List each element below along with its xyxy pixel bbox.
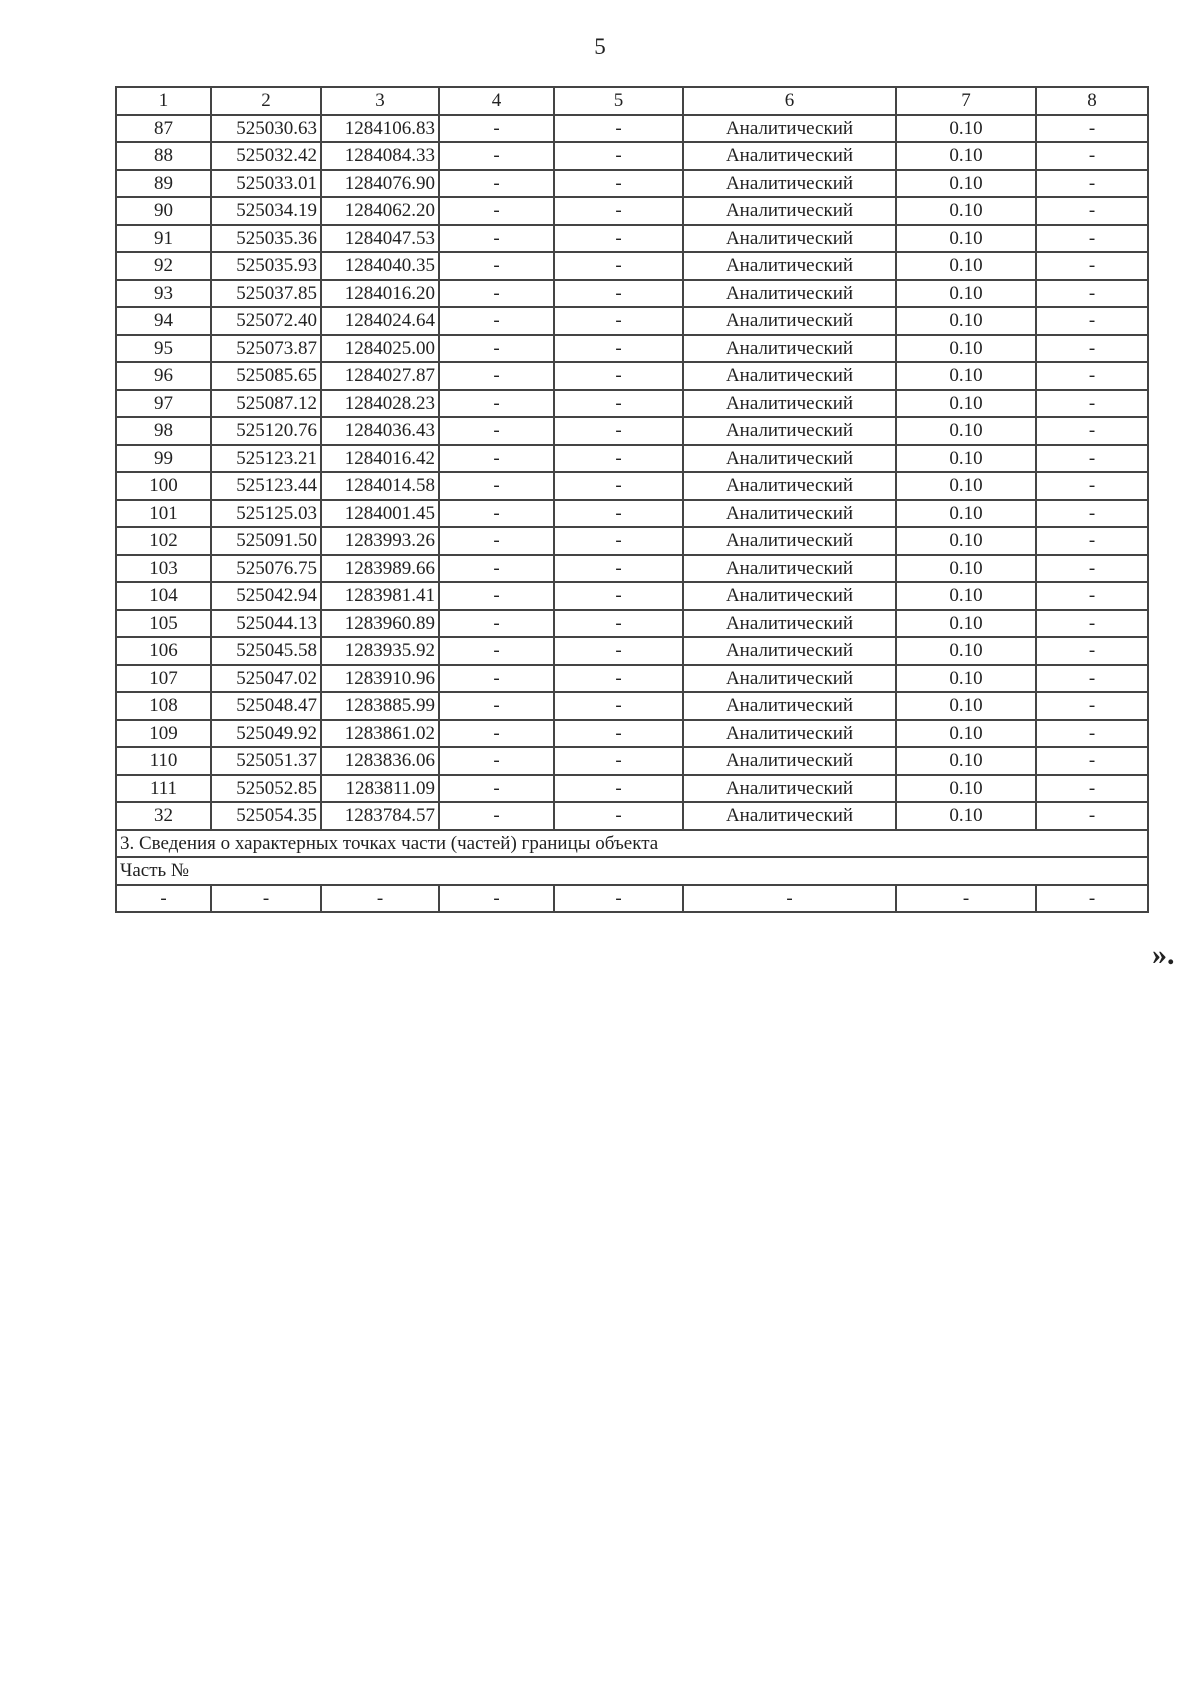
table-cell: 0.10 <box>896 170 1036 198</box>
table-cell: 98 <box>116 417 211 445</box>
table-cell: - <box>1036 637 1148 665</box>
table-cell: 0.10 <box>896 362 1036 390</box>
table-cell: 99 <box>116 445 211 473</box>
table-cell: 0.10 <box>896 225 1036 253</box>
table-cell: 0.10 <box>896 527 1036 555</box>
table-cell: 110 <box>116 747 211 775</box>
table-cell: - <box>554 582 683 610</box>
table-cell: - <box>1036 692 1148 720</box>
table-cell: 1283811.09 <box>321 775 439 803</box>
table-cell: - <box>439 582 554 610</box>
table-cell: 0.10 <box>896 142 1036 170</box>
table-cell: 1283935.92 <box>321 637 439 665</box>
table-cell: - <box>1036 225 1148 253</box>
table-cell: 95 <box>116 335 211 363</box>
table-cell: - <box>1036 582 1148 610</box>
table-cell: - <box>1036 335 1148 363</box>
table-cell: 0.10 <box>896 802 1036 830</box>
table-cell: - <box>554 692 683 720</box>
table-cell: - <box>554 142 683 170</box>
table-cell: - <box>554 115 683 143</box>
part-label: Часть № <box>116 857 1148 885</box>
table-cell: 0.10 <box>896 417 1036 445</box>
table-cell: 105 <box>116 610 211 638</box>
table-cell: Аналитический <box>683 720 896 748</box>
table-cell: 525048.47 <box>211 692 321 720</box>
table-cell: 525091.50 <box>211 527 321 555</box>
table-cell: 1284016.42 <box>321 445 439 473</box>
header-row <box>116 87 1148 115</box>
table-cell: - <box>554 885 683 913</box>
table-cell: - <box>1036 527 1148 555</box>
table-cell: 525044.13 <box>211 610 321 638</box>
table-cell: 525120.76 <box>211 417 321 445</box>
table-cell: - <box>554 197 683 225</box>
table-cell: - <box>1036 885 1148 913</box>
table-cell: - <box>439 637 554 665</box>
empty-row <box>116 885 1148 913</box>
table-cell: - <box>439 555 554 583</box>
column-header: 8 <box>1036 87 1148 115</box>
table-cell: - <box>554 527 683 555</box>
table-row <box>116 252 1148 280</box>
table-cell: 0.10 <box>896 280 1036 308</box>
table-cell: - <box>1036 390 1148 418</box>
table-cell: Аналитический <box>683 197 896 225</box>
table-row <box>116 692 1148 720</box>
table-cell: 1283989.66 <box>321 555 439 583</box>
table-cell: - <box>439 115 554 143</box>
table-cell: - <box>439 280 554 308</box>
table-cell: 0.10 <box>896 665 1036 693</box>
table-cell: Аналитический <box>683 637 896 665</box>
table-cell: - <box>1036 307 1148 335</box>
table-cell: - <box>439 802 554 830</box>
table-cell: - <box>439 885 554 913</box>
table-cell: - <box>439 500 554 528</box>
table-cell: 1284014.58 <box>321 472 439 500</box>
table-cell: - <box>1036 142 1148 170</box>
table-cell: 1284036.43 <box>321 417 439 445</box>
table-cell: - <box>554 720 683 748</box>
table-cell: - <box>554 610 683 638</box>
table-row <box>116 665 1148 693</box>
table-row <box>116 610 1148 638</box>
table-cell: 1283910.96 <box>321 665 439 693</box>
table-cell: 525034.19 <box>211 197 321 225</box>
table-row <box>116 115 1148 143</box>
table-cell: 525035.36 <box>211 225 321 253</box>
table-cell: - <box>116 885 211 913</box>
table-cell: - <box>439 747 554 775</box>
table-cell: Аналитический <box>683 747 896 775</box>
table-cell: Аналитический <box>683 802 896 830</box>
part-label-row <box>116 857 1148 885</box>
table-row <box>116 775 1148 803</box>
table-cell: - <box>554 775 683 803</box>
table-cell: - <box>1036 747 1148 775</box>
table-cell: 1283960.89 <box>321 610 439 638</box>
table-cell: 103 <box>116 555 211 583</box>
table-cell: - <box>439 472 554 500</box>
table-cell: 525072.40 <box>211 307 321 335</box>
table-row <box>116 720 1148 748</box>
table-cell: 0.10 <box>896 252 1036 280</box>
table-cell: - <box>439 170 554 198</box>
table-cell: 96 <box>116 362 211 390</box>
table-cell: 0.10 <box>896 610 1036 638</box>
table-cell: 1284027.87 <box>321 362 439 390</box>
table-row <box>116 142 1148 170</box>
table-cell: - <box>1036 665 1148 693</box>
table-cell: - <box>554 170 683 198</box>
table-cell: - <box>1036 445 1148 473</box>
table-cell: 94 <box>116 307 211 335</box>
table-cell: - <box>1036 472 1148 500</box>
table-cell: - <box>439 390 554 418</box>
table-cell: 91 <box>116 225 211 253</box>
table-cell: 97 <box>116 390 211 418</box>
table-cell: Аналитический <box>683 362 896 390</box>
table-cell: 525076.75 <box>211 555 321 583</box>
table-cell: - <box>554 417 683 445</box>
table-row <box>116 555 1148 583</box>
table-cell: - <box>321 885 439 913</box>
table-cell: 1284016.20 <box>321 280 439 308</box>
table-cell: - <box>1036 197 1148 225</box>
table-cell: - <box>439 335 554 363</box>
table-row <box>116 280 1148 308</box>
table-cell: - <box>554 665 683 693</box>
table-cell: 1283836.06 <box>321 747 439 775</box>
table-cell: - <box>554 390 683 418</box>
table-cell: - <box>896 885 1036 913</box>
table-row <box>116 500 1148 528</box>
table-cell: 89 <box>116 170 211 198</box>
table-cell: 525033.01 <box>211 170 321 198</box>
table-cell: - <box>1036 720 1148 748</box>
table-cell: 1284028.23 <box>321 390 439 418</box>
table-cell: 90 <box>116 197 211 225</box>
table-cell: 101 <box>116 500 211 528</box>
table-cell: 1284084.33 <box>321 142 439 170</box>
table-cell: - <box>439 417 554 445</box>
column-header: 3 <box>321 87 439 115</box>
table-cell: - <box>1036 115 1148 143</box>
column-header: 5 <box>554 87 683 115</box>
table-cell: Аналитический <box>683 335 896 363</box>
table-cell: 525037.85 <box>211 280 321 308</box>
table-cell: 0.10 <box>896 582 1036 610</box>
table-row <box>116 197 1148 225</box>
table-cell: 525125.03 <box>211 500 321 528</box>
table-cell: 1283784.57 <box>321 802 439 830</box>
table-cell: Аналитический <box>683 225 896 253</box>
table-cell: 0.10 <box>896 637 1036 665</box>
table-cell: - <box>554 500 683 528</box>
table-cell: 0.10 <box>896 445 1036 473</box>
table-cell: 525073.87 <box>211 335 321 363</box>
table-cell: - <box>554 225 683 253</box>
table-cell: Аналитический <box>683 775 896 803</box>
column-header: 6 <box>683 87 896 115</box>
column-header: 4 <box>439 87 554 115</box>
table-cell: 525030.63 <box>211 115 321 143</box>
table-cell: - <box>554 280 683 308</box>
table-cell: 525042.94 <box>211 582 321 610</box>
table-cell: - <box>1036 417 1148 445</box>
table-cell: Аналитический <box>683 252 896 280</box>
table-body <box>116 87 1148 912</box>
table-cell: Аналитический <box>683 115 896 143</box>
table-cell: 525035.93 <box>211 252 321 280</box>
table-cell: - <box>439 665 554 693</box>
table-cell: 525051.37 <box>211 747 321 775</box>
page-number: 5 <box>594 34 606 59</box>
table-cell: 32 <box>116 802 211 830</box>
table-cell: - <box>1036 362 1148 390</box>
table-cell: - <box>1036 775 1148 803</box>
table-cell: 525047.02 <box>211 665 321 693</box>
table-cell: - <box>554 445 683 473</box>
table-cell: - <box>439 775 554 803</box>
table-cell: 102 <box>116 527 211 555</box>
table-cell: - <box>439 445 554 473</box>
table-cell: - <box>439 610 554 638</box>
table-cell: 0.10 <box>896 747 1036 775</box>
table-cell: 92 <box>116 252 211 280</box>
table-cell: - <box>439 527 554 555</box>
table-row <box>116 170 1148 198</box>
table-row <box>116 362 1148 390</box>
table-cell: 525052.85 <box>211 775 321 803</box>
table-row <box>116 225 1148 253</box>
table-cell: 525032.42 <box>211 142 321 170</box>
column-header: 2 <box>211 87 321 115</box>
section-title-row <box>116 830 1148 858</box>
table-cell: 0.10 <box>896 472 1036 500</box>
table-cell: 0.10 <box>896 390 1036 418</box>
table-cell: Аналитический <box>683 555 896 583</box>
table-cell: 0.10 <box>896 307 1036 335</box>
table-cell: - <box>554 362 683 390</box>
table-cell: 104 <box>116 582 211 610</box>
table-cell: - <box>439 142 554 170</box>
table-cell: Аналитический <box>683 142 896 170</box>
table-cell: 0.10 <box>896 692 1036 720</box>
table-cell: 525123.44 <box>211 472 321 500</box>
table-cell: 0.10 <box>896 720 1036 748</box>
table-cell: - <box>439 362 554 390</box>
table-cell: 93 <box>116 280 211 308</box>
table-cell: 525054.35 <box>211 802 321 830</box>
table-cell: 0.10 <box>896 115 1036 143</box>
table-cell: 1283993.26 <box>321 527 439 555</box>
table-row <box>116 747 1148 775</box>
table-cell: 1284001.45 <box>321 500 439 528</box>
table-cell: 109 <box>116 720 211 748</box>
table-row <box>116 527 1148 555</box>
table-cell: Аналитический <box>683 527 896 555</box>
closing-quote: ». <box>1152 938 1175 971</box>
table-cell: 525123.21 <box>211 445 321 473</box>
table-cell: 525087.12 <box>211 390 321 418</box>
table-cell: - <box>554 802 683 830</box>
table-cell: 1284106.83 <box>321 115 439 143</box>
table-cell: - <box>439 692 554 720</box>
table-cell: - <box>1036 610 1148 638</box>
table-row <box>116 802 1148 830</box>
table-row <box>116 417 1148 445</box>
table-cell: - <box>554 472 683 500</box>
table-row <box>116 472 1148 500</box>
table-cell: 1283885.99 <box>321 692 439 720</box>
table-cell: 1284076.90 <box>321 170 439 198</box>
table-cell: - <box>1036 280 1148 308</box>
table-cell: - <box>1036 170 1148 198</box>
table-cell: 87 <box>116 115 211 143</box>
table-cell: Аналитический <box>683 692 896 720</box>
table-cell: - <box>439 225 554 253</box>
table-cell: Аналитический <box>683 417 896 445</box>
table-cell: 108 <box>116 692 211 720</box>
table-cell: - <box>211 885 321 913</box>
table-cell: - <box>554 307 683 335</box>
table-cell: 525045.58 <box>211 637 321 665</box>
table-cell: 525085.65 <box>211 362 321 390</box>
table-cell: - <box>439 252 554 280</box>
table-cell: 1284062.20 <box>321 197 439 225</box>
table-cell: 100 <box>116 472 211 500</box>
table-cell: 0.10 <box>896 775 1036 803</box>
table-cell: - <box>1036 802 1148 830</box>
table-cell: 525049.92 <box>211 720 321 748</box>
table-cell: Аналитический <box>683 472 896 500</box>
table-cell: Аналитический <box>683 390 896 418</box>
table-cell: 88 <box>116 142 211 170</box>
table-cell: - <box>439 197 554 225</box>
table-cell: - <box>439 720 554 748</box>
table-cell: 0.10 <box>896 197 1036 225</box>
table-cell: 111 <box>116 775 211 803</box>
table-cell: - <box>1036 252 1148 280</box>
coordinates-table <box>115 86 1149 913</box>
table-cell: - <box>683 885 896 913</box>
table-cell: Аналитический <box>683 445 896 473</box>
table-cell: - <box>554 637 683 665</box>
table-cell: Аналитический <box>683 170 896 198</box>
column-header: 1 <box>116 87 211 115</box>
table-cell: Аналитический <box>683 665 896 693</box>
table-cell: 1284025.00 <box>321 335 439 363</box>
table-cell: 1284047.53 <box>321 225 439 253</box>
table-cell: Аналитический <box>683 307 896 335</box>
table-cell: - <box>439 307 554 335</box>
table-cell: 107 <box>116 665 211 693</box>
table-cell: 0.10 <box>896 555 1036 583</box>
table-row <box>116 445 1148 473</box>
table-cell: 1283861.02 <box>321 720 439 748</box>
table-row <box>116 335 1148 363</box>
table-cell: - <box>554 335 683 363</box>
section-title: 3. Сведения о характерных точках части (частей) границы объекта <box>116 830 1148 858</box>
table-row <box>116 390 1148 418</box>
table-cell: - <box>554 747 683 775</box>
table-cell: - <box>1036 500 1148 528</box>
table-cell: 1284024.64 <box>321 307 439 335</box>
table-cell: - <box>554 555 683 583</box>
table-cell: Аналитический <box>683 582 896 610</box>
table-cell: 0.10 <box>896 500 1036 528</box>
table-cell: - <box>554 252 683 280</box>
table-row <box>116 637 1148 665</box>
table-cell: 1284040.35 <box>321 252 439 280</box>
table-row <box>116 307 1148 335</box>
table-cell: 106 <box>116 637 211 665</box>
column-header: 7 <box>896 87 1036 115</box>
table-cell: 1283981.41 <box>321 582 439 610</box>
table-cell: Аналитический <box>683 610 896 638</box>
table-row <box>116 582 1148 610</box>
table-cell: - <box>1036 555 1148 583</box>
table-cell: Аналитический <box>683 280 896 308</box>
table-cell: Аналитический <box>683 500 896 528</box>
table-cell: 0.10 <box>896 335 1036 363</box>
